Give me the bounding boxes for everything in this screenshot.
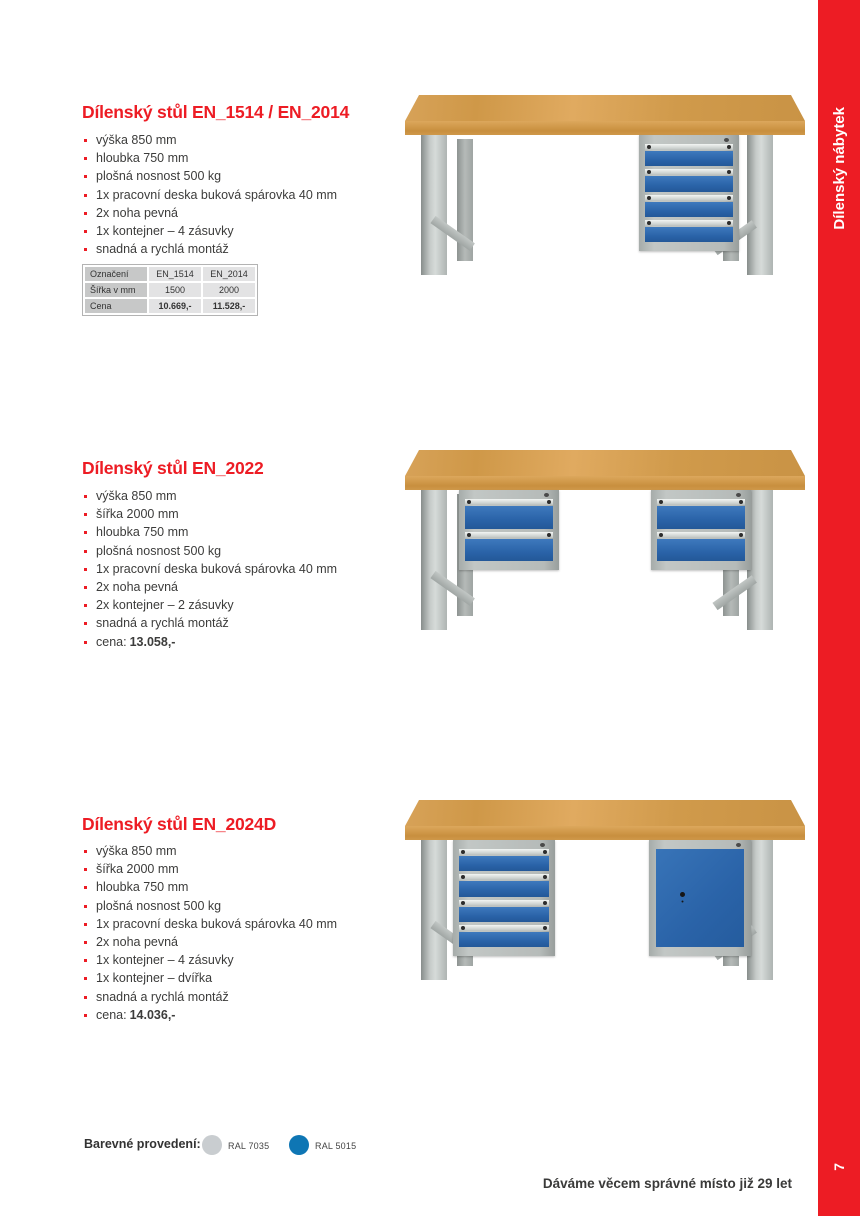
product-image-workbench-en2024d bbox=[405, 800, 805, 982]
price-table bbox=[82, 264, 258, 316]
price-value: 14.036,- bbox=[129, 1007, 176, 1022]
bullet-icon bbox=[84, 905, 87, 908]
bullet-icon bbox=[84, 941, 87, 944]
drawer-handle bbox=[459, 900, 549, 906]
spec-item: hloubka 750 mm bbox=[82, 878, 337, 896]
swatch-ral7035 bbox=[202, 1135, 222, 1155]
bullet-icon bbox=[84, 886, 87, 889]
bullet-icon bbox=[84, 923, 87, 926]
drawer-handle bbox=[459, 849, 549, 855]
worktop bbox=[405, 450, 805, 490]
bullet-icon bbox=[84, 641, 87, 644]
drawer-cabinet-2 bbox=[459, 490, 559, 570]
table-row: Šířka v mm 1500 2000 bbox=[85, 283, 255, 297]
page-number: 7 bbox=[831, 1163, 847, 1171]
spec-item: 2x noha pevná bbox=[82, 933, 337, 951]
drawer bbox=[459, 925, 549, 947]
spec-item-price: cena: 13.058,- bbox=[82, 633, 337, 651]
drawer bbox=[657, 499, 745, 529]
bullet-icon bbox=[84, 868, 87, 871]
company-tagline: Dáváme věcem správné místo již 29 let bbox=[542, 1176, 792, 1191]
drawer-cabinet-2 bbox=[651, 490, 751, 570]
drawer bbox=[657, 532, 745, 562]
product-image-workbench-en2022 bbox=[405, 450, 805, 632]
swatch-label: RAL 7035 bbox=[228, 1141, 270, 1151]
drawer-handle bbox=[657, 499, 745, 505]
bench-leg bbox=[421, 133, 447, 275]
price-value: 13.058,- bbox=[129, 634, 176, 649]
spec-item: 1x kontejner – 4 zásuvky bbox=[82, 951, 337, 969]
spec-item: 1x kontejner – dvířka bbox=[82, 969, 337, 987]
drawer-handle bbox=[645, 195, 733, 201]
spec-item: šířka 2000 mm bbox=[82, 860, 337, 878]
product-title-en1514: Dílenský stůl EN_1514 / EN_2014 bbox=[82, 102, 350, 122]
cabinet-door bbox=[656, 849, 744, 947]
bullet-icon bbox=[84, 568, 87, 571]
door-cabinet bbox=[649, 840, 751, 956]
drawer-handle bbox=[645, 144, 733, 150]
drawer-handle bbox=[645, 169, 733, 175]
bullet-icon bbox=[84, 139, 87, 142]
product-title-en2022: Dílenský stůl EN_2022 bbox=[82, 458, 264, 478]
drawer bbox=[459, 874, 549, 896]
drawer bbox=[459, 900, 549, 922]
spec-item: plošná nosnost 500 kg bbox=[82, 542, 337, 560]
drawer bbox=[459, 849, 549, 871]
worktop bbox=[405, 800, 805, 840]
spec-item: plošná nosnost 500 kg bbox=[82, 167, 337, 185]
drawer-handle bbox=[465, 532, 553, 538]
bullet-icon bbox=[84, 1014, 87, 1017]
bullet-icon bbox=[84, 977, 87, 980]
spec-list bbox=[82, 842, 337, 1024]
bullet-icon bbox=[84, 850, 87, 853]
bench-leg bbox=[747, 133, 773, 275]
table-row: Cena 10.669,- 11.528,- bbox=[85, 299, 255, 313]
spec-item: výška 850 mm bbox=[82, 487, 337, 505]
drawer bbox=[645, 220, 733, 242]
product-image-workbench-en1514 bbox=[405, 95, 805, 277]
drawer-handle bbox=[645, 220, 733, 226]
bullet-icon bbox=[84, 622, 87, 625]
spec-item: snadná a rychlá montáž bbox=[82, 614, 337, 632]
spec-item: 2x noha pevná bbox=[82, 204, 337, 222]
bullet-icon bbox=[84, 959, 87, 962]
drawer-handle bbox=[459, 874, 549, 880]
drawer-handle bbox=[465, 499, 553, 505]
spec-item: hloubka 750 mm bbox=[82, 149, 337, 167]
drawer-cabinet-4 bbox=[453, 840, 555, 956]
spec-item: hloubka 750 mm bbox=[82, 523, 337, 541]
bullet-icon bbox=[84, 495, 87, 498]
worktop bbox=[405, 95, 805, 135]
spec-item: 1x kontejner – 4 zásuvky bbox=[82, 222, 337, 240]
category-sidebar bbox=[818, 0, 860, 1216]
bench-leg bbox=[421, 838, 447, 980]
bullet-icon bbox=[84, 513, 87, 516]
spec-item: plošná nosnost 500 kg bbox=[82, 897, 337, 915]
spec-list bbox=[82, 487, 337, 651]
table-row: Označení EN_1514 EN_2014 bbox=[85, 267, 255, 281]
drawer bbox=[645, 144, 733, 166]
swatch-label: RAL 5015 bbox=[315, 1141, 357, 1151]
product-title-en2024d: Dílenský stůl EN_2024D bbox=[82, 814, 277, 834]
spec-item: 1x pracovní deska buková spárovka 40 mm bbox=[82, 186, 337, 204]
bullet-icon bbox=[84, 194, 87, 197]
spec-item: snadná a rychlá montáž bbox=[82, 240, 337, 258]
drawer-cabinet-4 bbox=[639, 135, 739, 251]
drawer bbox=[645, 169, 733, 191]
spec-item: 2x kontejner – 2 zásuvky bbox=[82, 596, 337, 614]
bullet-icon bbox=[84, 175, 87, 178]
spec-item-price: cena: 14.036,- bbox=[82, 1006, 337, 1024]
drawer-handle bbox=[657, 532, 745, 538]
drawer bbox=[465, 499, 553, 529]
bench-leg bbox=[421, 488, 447, 630]
spec-item: výška 850 mm bbox=[82, 842, 337, 860]
category-label: Dílenský nábytek bbox=[830, 106, 848, 230]
spec-item: snadná a rychlá montáž bbox=[82, 988, 337, 1006]
drawer bbox=[465, 532, 553, 562]
swatch-ral5015 bbox=[289, 1135, 309, 1155]
color-versions-label: Barevné provedení: bbox=[84, 1137, 201, 1151]
bullet-icon bbox=[84, 550, 87, 553]
bullet-icon bbox=[84, 157, 87, 160]
spec-item: výška 850 mm bbox=[82, 131, 337, 149]
drawer bbox=[645, 195, 733, 217]
drawer-handle bbox=[459, 925, 549, 931]
bullet-icon bbox=[84, 604, 87, 607]
bullet-icon bbox=[84, 212, 87, 215]
spec-item: šířka 2000 mm bbox=[82, 505, 337, 523]
spec-item: 2x noha pevná bbox=[82, 578, 337, 596]
bullet-icon bbox=[84, 230, 87, 233]
bullet-icon bbox=[84, 586, 87, 589]
spec-item: 1x pracovní deska buková spárovka 40 mm bbox=[82, 915, 337, 933]
spec-list bbox=[82, 131, 337, 258]
bullet-icon bbox=[84, 531, 87, 534]
spec-item: 1x pracovní deska buková spárovka 40 mm bbox=[82, 560, 337, 578]
bullet-icon bbox=[84, 996, 87, 999]
bullet-icon bbox=[84, 248, 87, 251]
